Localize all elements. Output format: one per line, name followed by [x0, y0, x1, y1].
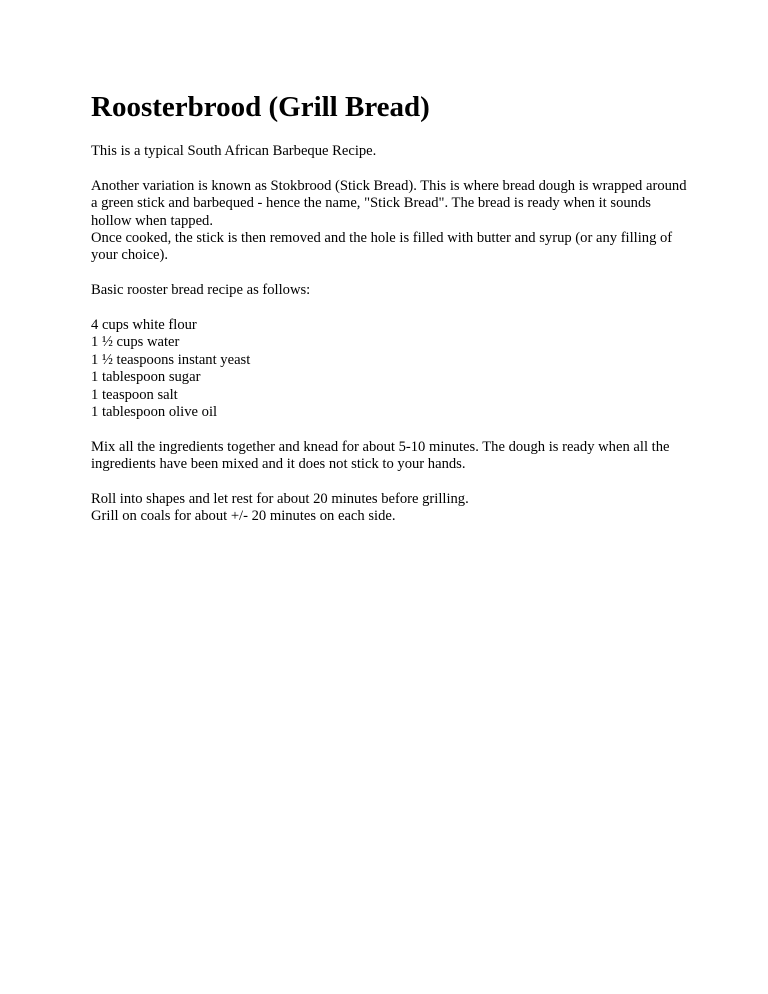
ingredient-item: 1 ½ cups water [91, 334, 180, 351]
page-title: Roosterbrood (Grill Bread) [91, 91, 430, 123]
ingredient-list [91, 317, 691, 421]
grilling-instructions [91, 491, 691, 526]
ingredient-item: 1 ½ teaspoons instant yeast [91, 351, 251, 368]
ingredient-item: 4 cups white flour [91, 317, 197, 334]
resting-step: Roll into shapes and let rest for about 20 minutes before grilling. [91, 491, 469, 508]
variation-paragraph [91, 178, 691, 265]
variation-text: Another variation is known as Stokbrood (Stick Bread). This is where bread dough is wrapped around a green stick and barbequed - hence the name, "Stick Bread". The bread is ready when it sounds hollow when tapped. [91, 177, 687, 229]
ingredient-item: 1 tablespoon sugar [91, 369, 201, 386]
grilling-step: Grill on coals for about +/- 20 minutes on each side. [91, 508, 396, 525]
ingredient-item: 1 teaspoon salt [91, 386, 178, 403]
document-page [91, 88, 691, 543]
intro-paragraph: This is a typical South African Barbeque Recipe. [91, 143, 377, 159]
ingredient-item: 1 tablespoon olive oil [91, 404, 218, 421]
recipe-heading: Basic rooster bread recipe as follows: [91, 282, 311, 299]
variation-filling-text: Once cooked, the stick is then removed and the hole is filled with butter and syrup (or any filling of your choice). [91, 230, 673, 264]
mixing-instructions: Mix all the ingredients together and knead for about 5-10 minutes. The dough is ready when all the ingredients have been mixed and it does not stick to your hands. [91, 438, 670, 473]
